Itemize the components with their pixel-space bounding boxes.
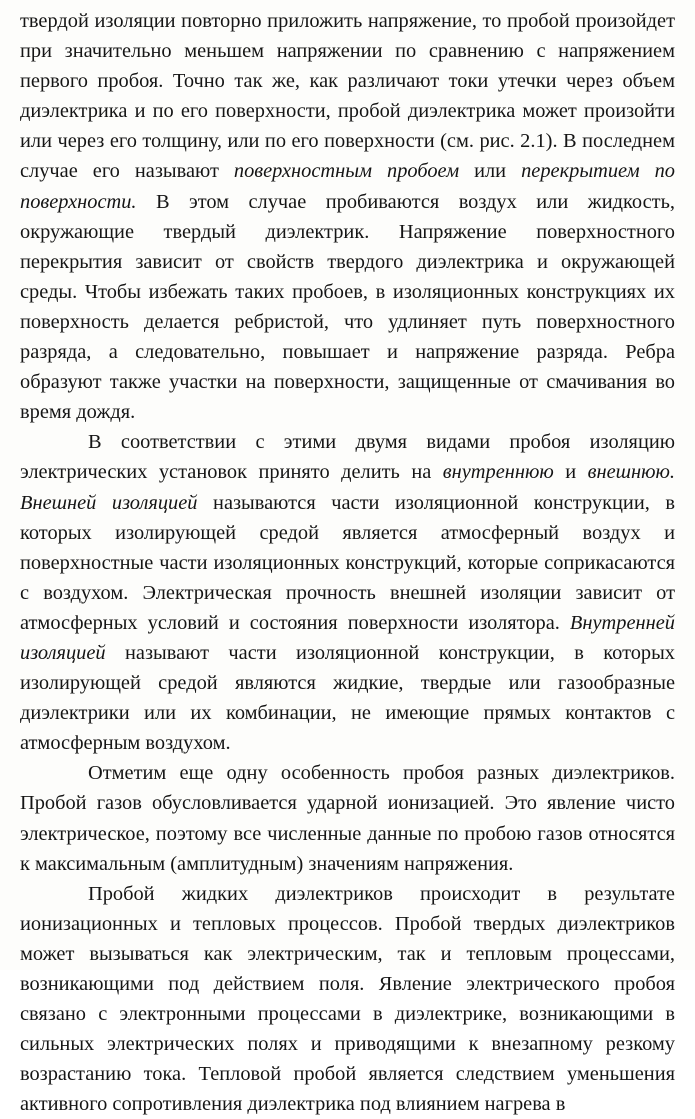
- paragraph-gas-breakdown: [20, 758, 675, 878]
- text-run: В соответствии с этими двумя видами пробоя изоляцию электрических установок принято делить на: [20, 431, 675, 484]
- page-body-text: [20, 6, 675, 1119]
- italic-term: перекрытием по поверхности.: [20, 160, 675, 213]
- italic-term: Внутренней изоляцией: [20, 611, 675, 664]
- paragraph-liquid-solid-breakdown: [20, 879, 675, 1119]
- italic-term: внутреннюю: [442, 461, 554, 484]
- italic-term: Внешней изоляцией: [20, 491, 198, 514]
- italic-term: поверхностным пробоем: [233, 160, 460, 183]
- text-run: и: [553, 461, 588, 484]
- text-run: твердой изоляции повторно приложить напряжение, то пробой произойдет при значительно меньшем напряжении по сравнению с напряжением первого пробоя. Точно так же, как различают токи утечки через объем диэлектрика и по его поверхности, пробой диэлектрика может произойти или через его толщину, или по его поверхности (см. рис. 2.1). В последнем случае его называют: [20, 10, 675, 183]
- italic-term: внешнюю.: [587, 461, 676, 484]
- text-run: В этом случае пробиваются воздух или жидкость, окружающие твердый диэлектрик. Напряжение поверхностного перекрытия зависит от свойств твердого диэлектрика и окружающей среды. Чтобы избежать таких пробоев, в изоляционных конструкциях их поверхность делается ребристой, что удлиняет путь поверхностного разряда, а следовательно, повышает и напряжение разряда. Ребра образуют также участки на поверхности, защищенные от смачивания во время дождя.: [20, 190, 675, 424]
- text-run: или: [459, 160, 522, 183]
- text-run: называют части изоляционной конструкции, в которых изолирующей средой являются жидкие, твердые или газообразные диэлектрики или их комбинации, не имеющие прямых контактов с атмосферным воздухом.: [20, 641, 675, 755]
- text-run: Отметим еще одну особенность пробоя разных диэлектриков. Пробой газов обусловливается ударной ионизацией. Это явление чисто электрическое, поэтому все численные данные по пробою газов относятся к максимальным (амплитудным) значениям напряжения.: [20, 762, 675, 875]
- paragraph-insulation-types: [20, 427, 675, 758]
- text-run: называются части изоляционной конструкции, в которых изолирующей средой является атмосферный воздух и поверхностные части изоляционных конструкций, которые соприкасаются с воздухом. Электрическая прочность внешней изоляции зависит от атмосферных условий и состояния поверхности изолятора.: [20, 491, 675, 634]
- text-run: Пробой жидких диэлектриков происходит в результате ионизационных и тепловых процессов. Пробой твердых диэлектриков может вызываться как электрическим, так и тепловым процессами, возникающими под действием поля. Явление электрического пробоя связано с электронными процессами в диэлектрике, возникающими в сильных электрических полях и приводящими к внезапному резкому возрастанию тока. Тепловой пробой является следствием уменьшения активного сопротивления диэлектрика под влиянием нагрева в: [20, 882, 675, 1116]
- paragraph-surface-breakdown: [20, 6, 675, 427]
